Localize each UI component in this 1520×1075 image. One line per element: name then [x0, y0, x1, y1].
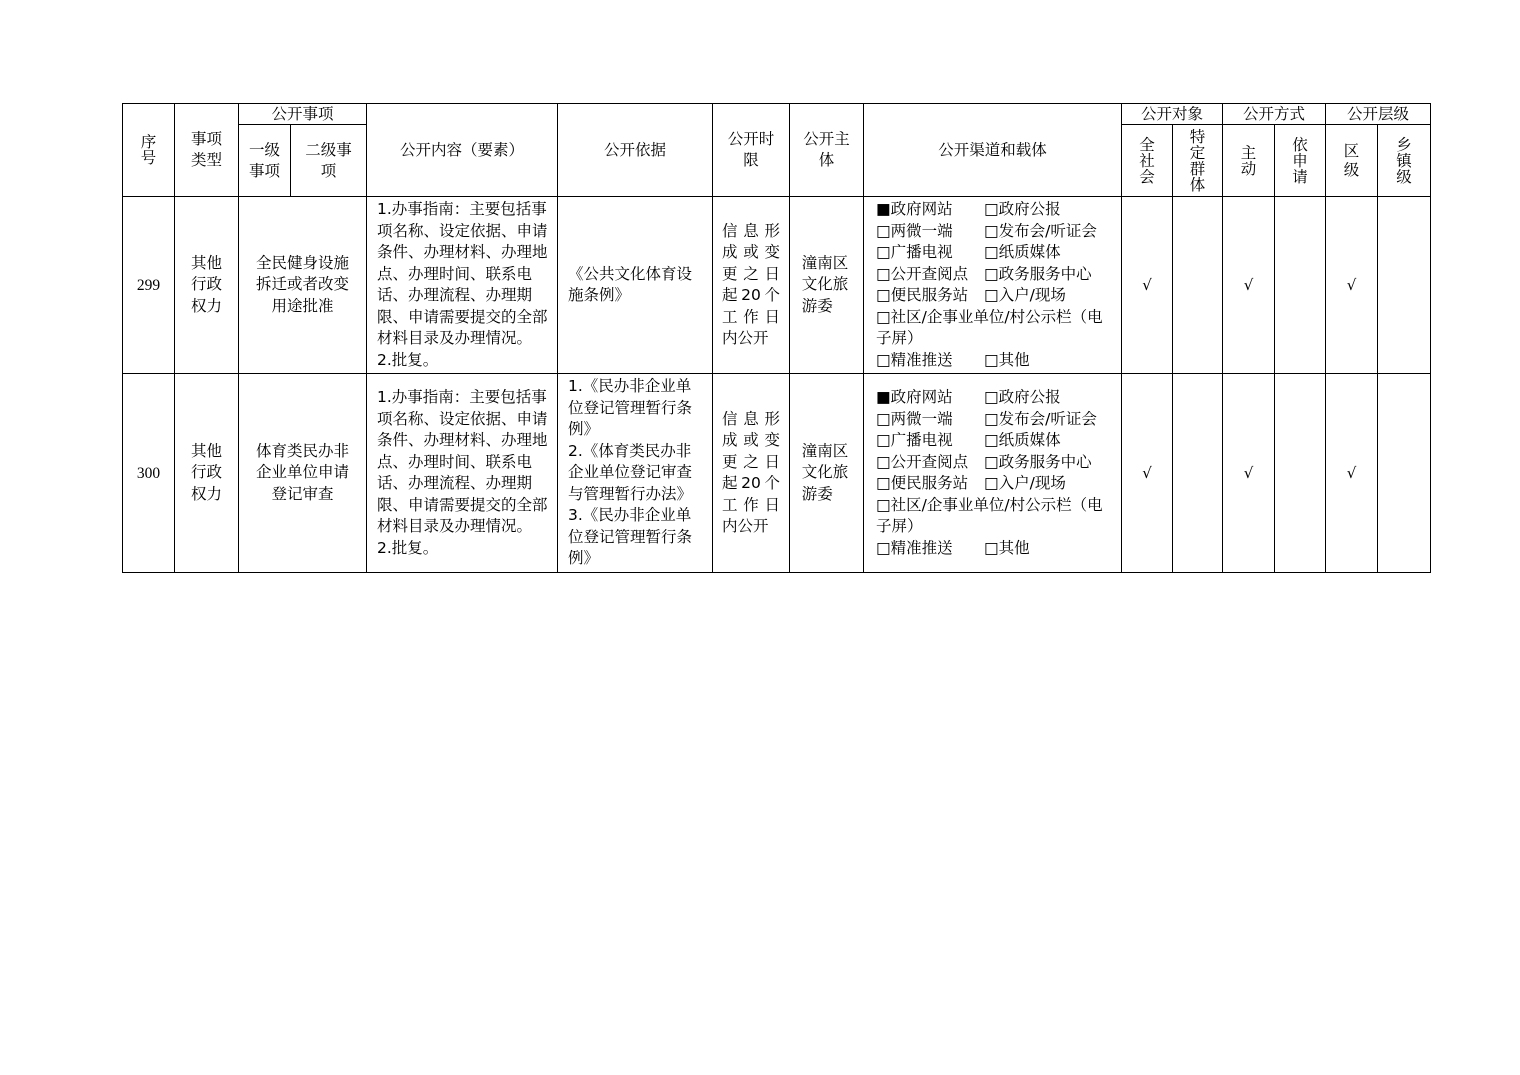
channel-option: □社区/企事业单位/村公示栏（电子屏） [876, 307, 1103, 347]
row-basis [558, 374, 713, 573]
channel-option: □发布会/听证会 [984, 221, 1097, 240]
channel-option: ■政府网站 [876, 200, 953, 218]
channel-option: □广播电视 [876, 243, 953, 261]
header-seq: 序号 [123, 104, 175, 197]
content-line: 1.办事指南：主要包括事项名称、设定依据、申请条件、办理材料、办理地点、办理时间、联系电话、办理流程、办理期限、申请需要提交的全部材料目录及办理情况。 [377, 200, 548, 347]
audience-specific-mark [1173, 197, 1223, 374]
channel-option: □两微一端 [876, 409, 953, 428]
channel-option: □政务服务中心 [984, 452, 1092, 471]
row-basis [558, 197, 713, 374]
header-basis: 公开依据 [558, 104, 713, 197]
content-line: 2.批复。 [377, 350, 439, 369]
table-row [123, 374, 1431, 573]
mode-active-mark: √ [1223, 374, 1275, 573]
channel-option: □广播电视 [876, 431, 953, 449]
content-line: 1.办事指南：主要包括事项名称、设定依据、申请条件、办理材料、办理地点、办理时间、联系电话、办理流程、办理期限、申请需要提交的全部材料目录及办理情况。 [377, 388, 548, 535]
header-mode-group: 公开方式 [1223, 104, 1326, 125]
row-content [367, 197, 558, 374]
row-subject: 潼南区文化旅游委 [790, 374, 864, 573]
header-content: 公开内容（要素） [367, 104, 558, 197]
mode-request-mark [1275, 374, 1326, 573]
header-time-limit: 公开时限 [713, 104, 790, 197]
basis-line: 《公共文化体育设施条例》 [568, 264, 693, 304]
basis-line: 3.《民办非企业单位登记管理暂行条例》 [568, 506, 693, 568]
basis-line: 1.《民办非企业单位登记管理暂行条例》 [568, 377, 693, 439]
row-time-limit: 信息形成或变更之日起20个工作日内公开 [713, 197, 790, 374]
header-channels: 公开渠道和载体 [864, 104, 1122, 197]
audience-all-mark: √ [1122, 374, 1173, 573]
level-town-mark [1378, 374, 1431, 573]
content-line: 2.批复。 [377, 538, 439, 557]
channel-option: □公开查阅点 [876, 452, 969, 471]
row-type: 其他行政权力 [175, 374, 239, 573]
header-type: 事项类型 [175, 104, 239, 197]
header-level-group: 公开层级 [1326, 104, 1431, 125]
header-audience-group: 公开对象 [1122, 104, 1223, 125]
row-type: 其他行政权力 [175, 197, 239, 374]
channel-option: □精准推送 [876, 350, 953, 369]
channel-option: □发布会/听证会 [984, 409, 1097, 428]
row-matter: 体育类民办非企业单位申请登记审查 [239, 374, 367, 573]
channel-option: □入户/现场 [984, 474, 1066, 492]
level-district-mark: √ [1326, 197, 1378, 374]
header-audience-all: 全社会 [1122, 125, 1173, 197]
row-content [367, 374, 558, 573]
channel-option: □社区/企事业单位/村公示栏（电子屏） [876, 495, 1103, 535]
header-level-district: 区级 [1326, 125, 1378, 197]
level-district-mark: √ [1326, 374, 1378, 573]
channel-option: □便民服务站 [876, 286, 969, 304]
channel-option: □其他 [984, 538, 1030, 557]
header-audience-specific: 特定群体 [1173, 125, 1223, 197]
table-row [123, 197, 1431, 374]
channel-option: □纸质媒体 [984, 431, 1061, 449]
row-subject: 潼南区文化旅游委 [790, 197, 864, 374]
channel-option: □其他 [984, 350, 1030, 369]
channel-option: □政府公报 [984, 200, 1061, 218]
channel-option: □两微一端 [876, 221, 953, 240]
channel-option: □便民服务站 [876, 474, 969, 492]
row-channels [864, 197, 1122, 374]
mode-request-mark [1275, 197, 1326, 374]
level-town-mark [1378, 197, 1431, 374]
row-matter: 全民健身设施拆迁或者改变用途批准 [239, 197, 367, 374]
audience-specific-mark [1173, 374, 1223, 573]
row-time-limit: 信息形成或变更之日起20个工作日内公开 [713, 374, 790, 573]
audience-all-mark: √ [1122, 197, 1173, 374]
channel-option: □政务服务中心 [984, 264, 1092, 283]
header-mode-request: 依申请 [1275, 125, 1326, 197]
header-mode-active: 主动 [1223, 125, 1275, 197]
row-seq: 299 [123, 197, 175, 374]
mode-active-mark: √ [1223, 197, 1275, 374]
header-level1: 一级事项 [239, 125, 291, 197]
header-level2: 二级事项 [291, 125, 367, 197]
channel-option: □纸质媒体 [984, 243, 1061, 261]
header-subject: 公开主体 [790, 104, 864, 197]
channel-option: □入户/现场 [984, 286, 1066, 304]
row-channels [864, 374, 1122, 573]
channel-option: □政府公报 [984, 388, 1061, 406]
channel-option: □精准推送 [876, 538, 953, 557]
basis-line: 2.《体育类民办非企业单位登记审查与管理暂行办法》 [568, 441, 693, 503]
header-matter-group: 公开事项 [239, 104, 367, 125]
channel-option: ■政府网站 [876, 388, 953, 406]
header-level-town: 乡镇级 [1378, 125, 1431, 197]
channel-option: □公开查阅点 [876, 264, 969, 283]
disclosure-table [122, 103, 1431, 573]
row-seq: 300 [123, 374, 175, 573]
